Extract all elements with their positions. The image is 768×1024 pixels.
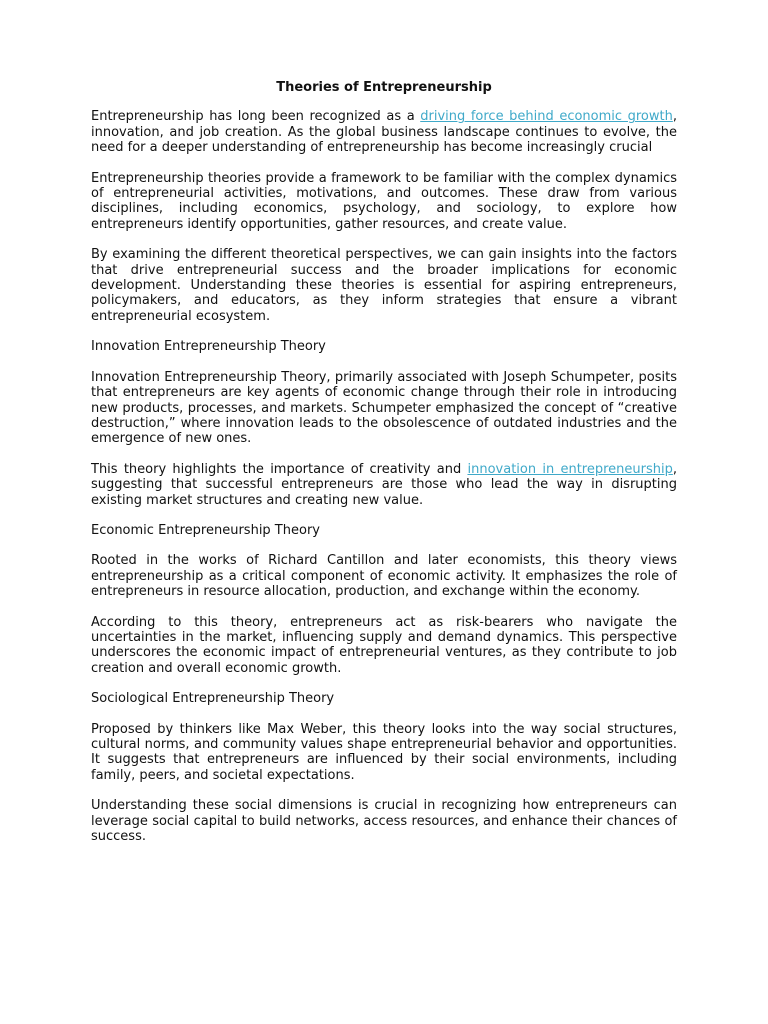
theories-framework-paragraph: Entrepreneurship theories provide a framework to be familiar with the complex dynamics of entrepreneurial activities, motivations, and outcomes. These draw from various disciplines, including economics, psychology, and sociology, to explore how entrepreneurs identify opportunities, gather resources, and create value. bbox=[91, 170, 677, 232]
intro-text-after: , innovation, and job creation. As the global business landscape continues to evolve, the need for a deeper understanding of entrepreneurship has become increasingly crucial bbox=[91, 109, 677, 156]
intro-paragraph bbox=[91, 109, 677, 155]
innovation-in-entrepreneurship-link[interactable]: innovation in entrepreneurship bbox=[467, 461, 673, 477]
intro-text-before: Entrepreneurship has long been recognized as a bbox=[91, 109, 421, 125]
economic-theory-heading: Economic Entrepreneurship Theory bbox=[91, 522, 320, 538]
economic-theory-paragraph: Rooted in the works of Richard Cantillon and later economists, this theory views entrepreneurship as a critical component of economic activity. It emphasizes the role of entrepreneurs in resource allocation, production, and exchange within the economy. bbox=[91, 553, 677, 600]
sociological-theory-paragraph: Proposed by thinkers like Max Weber, this theory looks into the way social structures, cultural norms, and community values shape entrepreneurial behavior and opportunities. It suggests that entrepreneurs are influenced by their social environments, including family, peers, and societal expectations. bbox=[91, 721, 677, 783]
document-title: Theories of Entrepreneurship bbox=[276, 80, 492, 95]
risk-bearers-paragraph: According to this theory, entrepreneurs act as risk-bearers who navigate the uncertainties in the market, influencing supply and demand dynamics. This perspective underscores the economic impact of entrepreneurial ventures, as they contribute to job creation and overall economic growth. bbox=[91, 614, 677, 676]
innovation-theory-heading: Innovation Entrepreneurship Theory bbox=[91, 339, 326, 355]
innovation-theory-paragraph: Innovation Entrepreneurship Theory, primarily associated with Joseph Schumpeter, posits that entrepreneurs are key agents of economic change through their role in introducing new products, processes, and markets. Schumpeter emphasized the concept of “creative destruction,” where innovation leads to the obsolescence of outdated industries and the emergence of new ones. bbox=[91, 369, 677, 447]
social-dimensions-paragraph: Understanding these social dimensions is crucial in recognizing how entrepreneurs can leverage social capital to build networks, access resources, and enhance their chances of success. bbox=[91, 798, 677, 845]
innovation-importance-paragraph bbox=[91, 462, 677, 508]
innovation-text-after: , suggesting that successful entrepreneurs are those who lead the way in disrupting existing market structures and creating new value. bbox=[91, 461, 678, 508]
sociological-theory-heading: Sociological Entrepreneurship Theory bbox=[91, 691, 335, 707]
economic-growth-link[interactable]: driving force behind economic growth bbox=[420, 109, 673, 125]
perspectives-paragraph: By examining the different theoretical perspectives, we can gain insights into the factors that drive entrepreneurial success and the broader implications for economic development. Understanding these theories is essential for aspiring entrepreneurs, policymakers, and educators, as they inform strategies that ensure a vibrant entrepreneurial ecosystem. bbox=[91, 247, 677, 324]
innovation-text-before: This theory highlights the importance of creativity and bbox=[91, 461, 468, 477]
